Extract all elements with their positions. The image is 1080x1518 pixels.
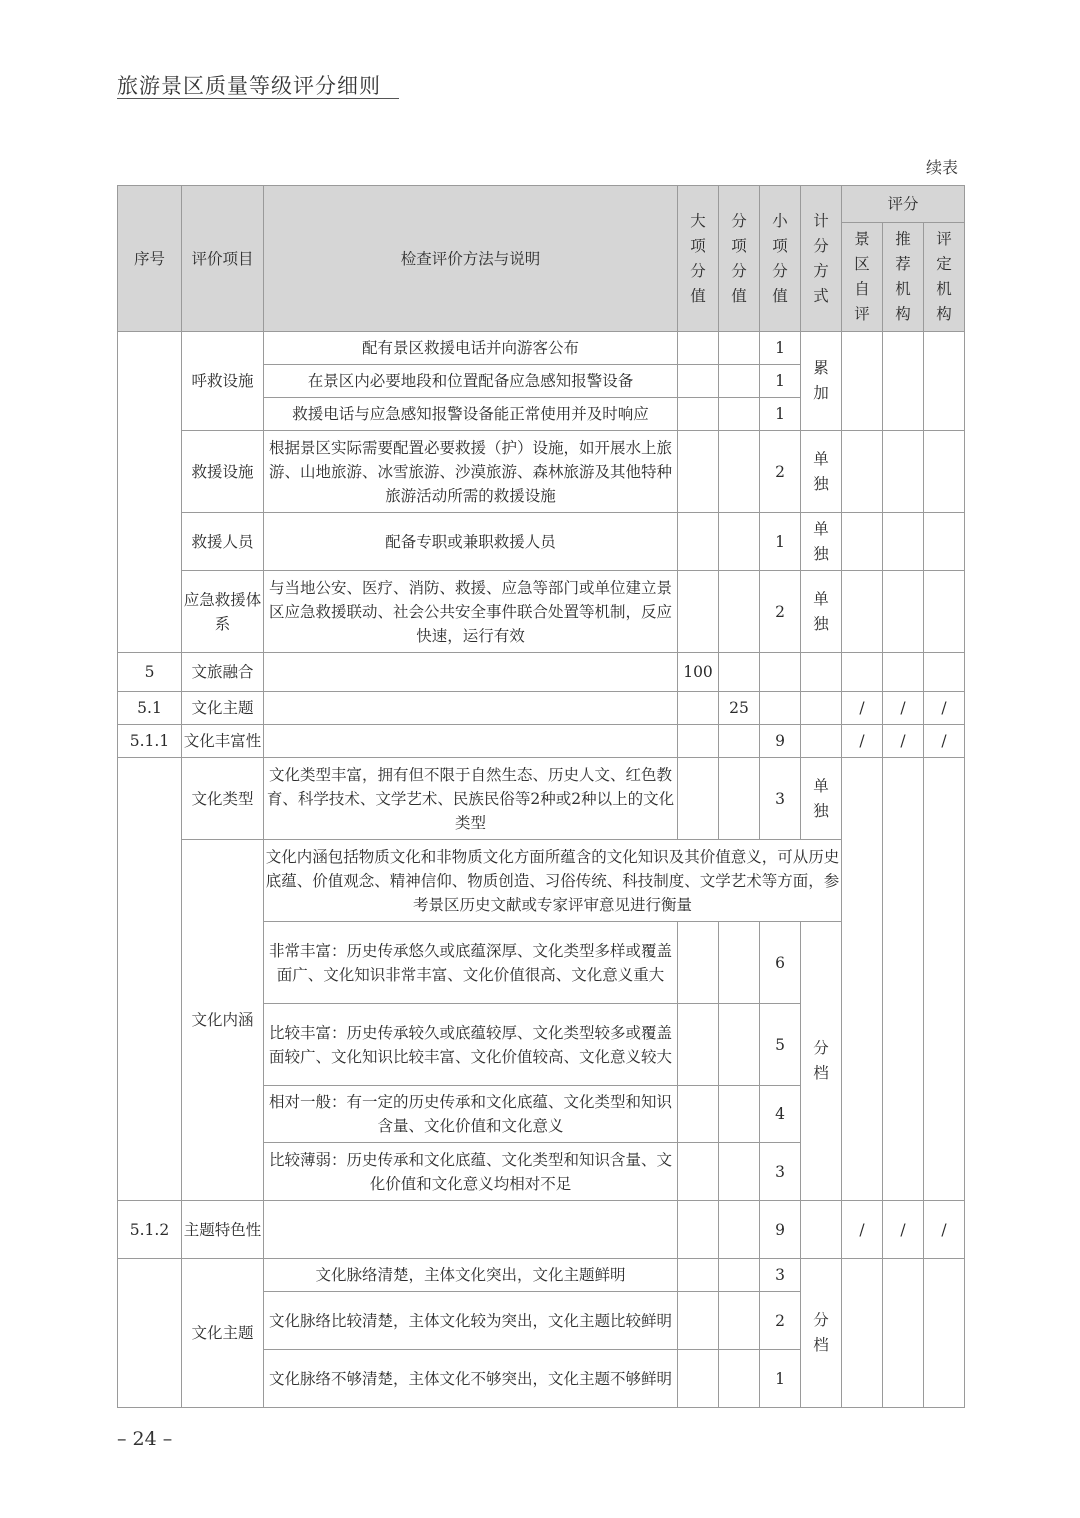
row-small-score: 2	[760, 1292, 801, 1350]
row-small-score: 3	[760, 758, 801, 840]
row-method: 根据景区实际需要配置必要救援（护）设施，如开展水上旅游、山地旅游、冰雪旅游、沙漠旅游、森林旅游及其他特种旅游活动所需的救援设施	[264, 431, 678, 513]
col-header-item: 评价项目	[182, 186, 264, 332]
row-small-score: 9	[760, 1201, 801, 1259]
row-method: 在景区内必要地段和位置配备应急感知报警设备	[264, 365, 678, 398]
row-item: 主题特色性	[182, 1201, 264, 1259]
row-slash: /	[924, 725, 965, 758]
row-method: 相对一般：有一定的历史传承和文化底蕴、文化类型和知识含量、文化价值和文化意义	[264, 1086, 678, 1143]
col-header-recommend: 推荐机构	[883, 223, 924, 332]
col-header-sub-score: 分项分值	[719, 186, 760, 332]
row-no-blank	[118, 758, 182, 1201]
table-row	[118, 571, 965, 653]
row-small-score: 1	[760, 365, 801, 398]
row-small-score: 3	[760, 1143, 801, 1201]
row-method: 与当地公安、医疗、消防、救援、应急等部门或单位建立景区应急救援联动、社会公共安全事件联合处置等机制，反应快速，运行有效	[264, 571, 678, 653]
row-small-score: 3	[760, 1259, 801, 1292]
row-item: 救援人员	[182, 513, 264, 571]
row-small-score: 4	[760, 1086, 801, 1143]
table-row	[118, 1259, 965, 1292]
row-calc: 单独	[801, 513, 842, 571]
row-item: 文化主题	[182, 1259, 264, 1408]
row-item: 文化类型	[182, 758, 264, 840]
row-slash: /	[924, 1201, 965, 1259]
table-row	[118, 1201, 965, 1259]
row-item: 应急救援体系	[182, 571, 264, 653]
table-row	[118, 692, 965, 725]
table-row	[118, 758, 965, 840]
page-number: – 24 –	[117, 1428, 173, 1450]
row-method: 文化脉络不够清楚，主体文化不够突出，文化主题不够鲜明	[264, 1350, 678, 1408]
row-method-intro: 文化内涵包括物质文化和非物质文化方面所蕴含的文化知识及其价值意义，可从历史底蕴、价值观念、精神信仰、物质创造、习俗传统、科技制度、文学艺术等方面，参考景区历史文献或专家评审意见进行衡量	[264, 840, 842, 922]
scoring-table	[117, 185, 965, 1408]
row-calc: 单独	[801, 571, 842, 653]
table-row	[118, 840, 965, 922]
table-row	[118, 513, 965, 571]
row-small-score: 1	[760, 513, 801, 571]
title-underline	[117, 98, 399, 99]
col-header-no: 序号	[118, 186, 182, 332]
col-header-calc-method: 计分方式	[801, 186, 842, 332]
row-item: 文旅融合	[182, 653, 264, 692]
row-calc: 累加	[801, 332, 842, 431]
row-no: 5.1.1	[118, 725, 182, 758]
row-method: 非常丰富：历史传承悠久或底蕴深厚、文化类型多样或覆盖面广、文化知识非常丰富、文化价值很高、文化意义重大	[264, 922, 678, 1004]
row-small-score: 1	[760, 332, 801, 365]
row-method: 比较丰富：历史传承较久或底蕴较厚、文化类型较多或覆盖面较广、文化知识比较丰富、文化价值较高、文化意义较大	[264, 1004, 678, 1086]
row-no: 5.1	[118, 692, 182, 725]
row-item: 呼救设施	[182, 332, 264, 431]
row-no-blank	[118, 332, 182, 653]
row-method: 救援电话与应急感知报警设备能正常使用并及时响应	[264, 398, 678, 431]
row-method: 文化脉络比较清楚，主体文化较为突出，文化主题比较鲜明	[264, 1292, 678, 1350]
row-calc: 分档	[801, 1259, 842, 1408]
row-slash: /	[924, 692, 965, 725]
row-item: 文化内涵	[182, 840, 264, 1201]
row-small-score: 2	[760, 571, 801, 653]
row-calc: 单独	[801, 431, 842, 513]
row-item: 文化主题	[182, 692, 264, 725]
col-header-scoring-group: 评分	[842, 186, 965, 223]
col-header-major-score: 大项分值	[678, 186, 719, 332]
row-slash: /	[842, 725, 883, 758]
row-small-score: 5	[760, 1004, 801, 1086]
col-header-assess: 评定机构	[924, 223, 965, 332]
table-row	[118, 653, 965, 692]
table-row	[118, 431, 965, 513]
row-small-score: 2	[760, 431, 801, 513]
row-slash: /	[842, 692, 883, 725]
row-calc: 单独	[801, 758, 842, 840]
row-method: 比较薄弱：历史传承和文化底蕴、文化类型和知识含量、文化价值和文化意义均相对不足	[264, 1143, 678, 1201]
row-slash: /	[883, 1201, 924, 1259]
row-no-blank	[118, 1259, 182, 1408]
row-small-score: 6	[760, 922, 801, 1004]
row-method: 配备专职或兼职救援人员	[264, 513, 678, 571]
col-header-self-score: 景区自评	[842, 223, 883, 332]
table-row	[118, 725, 965, 758]
row-slash: /	[842, 1201, 883, 1259]
row-method: 配有景区救援电话并向游客公布	[264, 332, 678, 365]
document-title: 旅游景区质量等级评分细则	[117, 74, 381, 98]
row-small-score: 1	[760, 1350, 801, 1408]
row-slash: /	[883, 692, 924, 725]
table-row	[118, 332, 965, 365]
row-small-score: 1	[760, 398, 801, 431]
row-no: 5	[118, 653, 182, 692]
continued-table-label: 续表	[925, 158, 958, 177]
col-header-small-score: 小项分值	[760, 186, 801, 332]
row-major-score: 100	[678, 653, 719, 692]
row-slash: /	[883, 725, 924, 758]
row-method: 文化脉络清楚，主体文化突出，文化主题鲜明	[264, 1259, 678, 1292]
row-sub-score: 25	[719, 692, 760, 725]
col-header-method: 检查评价方法与说明	[264, 186, 678, 332]
row-no: 5.1.2	[118, 1201, 182, 1259]
row-small-score: 9	[760, 725, 801, 758]
row-calc: 分档	[801, 922, 842, 1201]
row-item: 文化丰富性	[182, 725, 264, 758]
row-method: 文化类型丰富，拥有但不限于自然生态、历史人文、红色教育、科学技术、文学艺术、民族民俗等2种或2种以上的文化类型	[264, 758, 678, 840]
row-item: 救援设施	[182, 431, 264, 513]
